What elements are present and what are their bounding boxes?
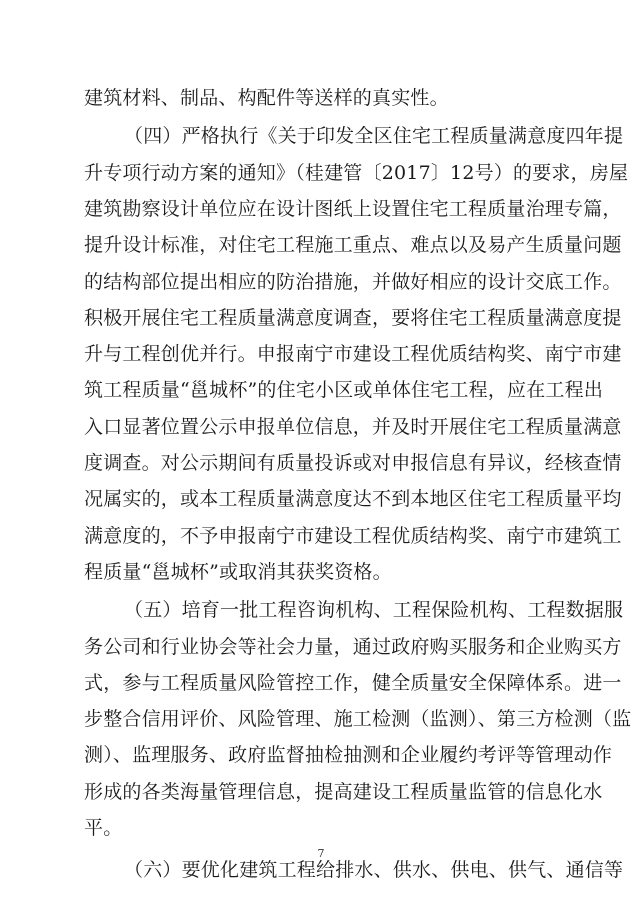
text-line: 步整合信用评价、风险管理、施工检测（监测）、第三方检测（监: [84, 708, 632, 730]
text-line: （五）培育一批工程咨询机构、工程保险机构、工程数据服: [124, 599, 624, 621]
text-line: 升与工程创优并行。申报南宁市建设工程优质结构奖、南宁市建: [84, 343, 622, 365]
text-line: 测）、监理服务、政府监督抽检抽测和企业履约考评等管理动作: [84, 744, 613, 766]
text-line: 务公司和行业协会等社会力量，通过政府购买服务和企业购买方: [84, 636, 622, 658]
text-line: 积极开展住宅工程质量满意度调查，要将住宅工程质量满意度提: [84, 307, 622, 329]
text-line: 筑工程质量“邕城杯”的住宅小区或单体住宅工程，应在工程出: [84, 379, 604, 401]
text-line: （六）要优化建筑工程给排水、供水、供电、供气、通信等: [124, 859, 624, 881]
text-line: 升专项行动方案的通知》（桂建管〔2017〕12号）的要求，房屋: [84, 162, 629, 184]
text-line: 提升设计标准，对住宅工程施工重点、难点以及易产生质量问题: [84, 234, 622, 256]
text-line: （四）严格执行《关于印发全区住宅工程质量满意度四年提: [124, 125, 624, 147]
text-line: 平。: [84, 817, 123, 839]
text-line: 形成的各类海量管理信息，提高建设工程质量监管的信息化水: [84, 781, 603, 803]
text-line: 度调查。对公示期间有质量投诉或对申报信息有异议，经核查情: [84, 452, 622, 474]
text-line: 程质量“邕城杯”或取消其获奖资格。: [84, 561, 392, 583]
text-line: 建筑勘察设计单位应在设计图纸上设置住宅工程质量治理专篇，: [84, 198, 622, 220]
text-line: 况属实的，或本工程质量满意度达不到本地区住宅工程质量平均: [84, 488, 622, 510]
text-line: 满意度的，不予申报南宁市建设工程优质结构奖、南宁市建筑工: [84, 525, 622, 547]
page-number: 7: [317, 847, 325, 860]
text-line: 入口显著位置公示申报单位信息，并及时开展住宅工程质量满意: [84, 416, 622, 438]
text-line: 建筑材料、制品、构配件等送样的真实性。: [84, 87, 449, 109]
text-line: 式，参与工程质量风险管控工作，健全质量安全保障体系。进一: [84, 672, 622, 694]
text-line: 的结构部位提出相应的防治措施，并做好相应的设计交底工作。: [84, 271, 622, 293]
